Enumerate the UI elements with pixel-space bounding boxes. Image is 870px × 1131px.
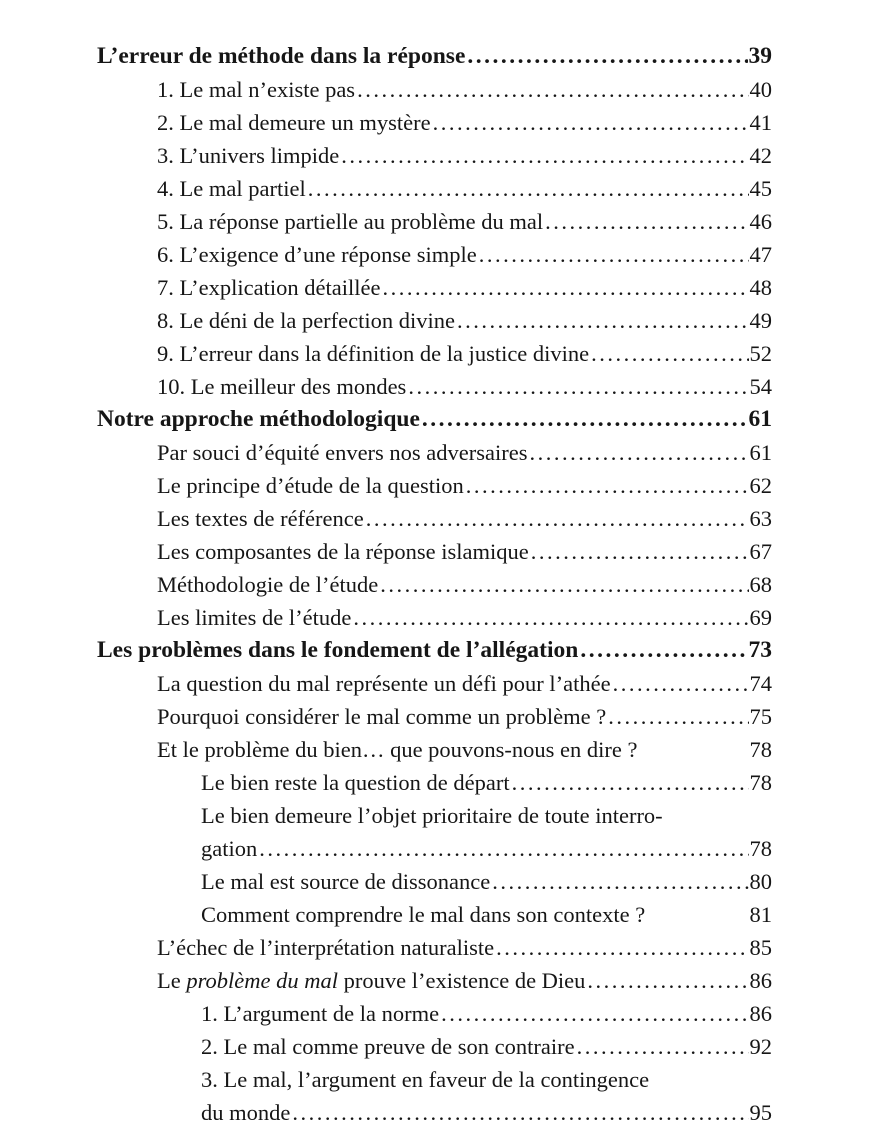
- toc-entry-title-part: Le bien demeure l’objet prioritaire de toute interro-: [201, 803, 663, 828]
- toc-entry: [97, 502, 772, 535]
- table-of-contents: [97, 40, 772, 1129]
- toc-entry-title: [157, 337, 589, 370]
- toc-entry-page-number: 61: [748, 406, 772, 432]
- toc-entry-title-part: 6. L’exigence d’une réponse simple: [157, 242, 477, 267]
- toc-entry-title-part: 1. Le mal n’existe pas: [157, 77, 356, 102]
- dot-leader: [357, 73, 748, 106]
- toc-entry-page-number: 80: [749, 869, 772, 894]
- toc-entry-page-number: 68: [749, 572, 772, 597]
- toc-entry-title: [157, 271, 380, 304]
- dot-leader: [353, 601, 748, 634]
- toc-entry-title-part: 1. L’argument de la norme: [201, 1001, 440, 1026]
- toc-entry: [97, 238, 772, 271]
- toc-entry-title-part: Méthodologie de l’étude: [157, 572, 379, 597]
- dot-leader: [408, 370, 748, 403]
- toc-entry-title: [157, 931, 494, 964]
- dot-leader: [530, 436, 749, 469]
- dot-leader: [587, 964, 748, 997]
- toc-entry: [97, 1063, 772, 1096]
- toc-entry: [97, 436, 772, 469]
- toc-entry-title: [157, 73, 355, 106]
- toc-entry-page-number: 62: [749, 473, 772, 498]
- toc-entry-title-part: gation: [201, 836, 258, 861]
- toc-entry-title-part: Pourquoi considérer le mal comme un problème ?: [157, 704, 607, 729]
- toc-entry-page-number: 75: [749, 704, 772, 729]
- toc-entry-title-italic-part: problème du mal: [186, 968, 339, 993]
- dot-leader: [479, 238, 749, 271]
- toc-entry-title-part: Le: [157, 968, 187, 993]
- toc-entry: [97, 634, 772, 667]
- toc-entry-title-part: Les limites de l’étude: [157, 605, 352, 630]
- dot-leader: [366, 502, 749, 535]
- toc-entry: [97, 1096, 772, 1129]
- toc-entry-page-number: 69: [749, 605, 772, 630]
- toc-entry-title-part: 3. L’univers limpide: [157, 143, 340, 168]
- toc-entry-title-part: Par souci d’équité envers nos adversaires: [157, 440, 528, 465]
- dot-leader: [341, 139, 748, 172]
- toc-entry-title: [157, 700, 606, 733]
- toc-entry-title: [157, 139, 339, 172]
- toc-entry-title: [97, 403, 420, 436]
- toc-entry-title: [157, 238, 477, 271]
- dot-leader: [608, 700, 748, 733]
- toc-entry-title-part: Comment comprendre le mal dans son contexte ?: [201, 902, 646, 927]
- toc-entry: [97, 733, 772, 766]
- toc-entry: [97, 370, 772, 403]
- toc-entry: [97, 832, 772, 865]
- toc-entry-title: [97, 40, 465, 73]
- toc-entry-title-part: du monde: [201, 1100, 291, 1125]
- toc-entry: [97, 205, 772, 238]
- toc-entry-page-number: 63: [749, 506, 772, 531]
- toc-entry-title-part: La question du mal représente un défi pour l’athée: [157, 671, 611, 696]
- toc-entry: [97, 898, 772, 931]
- toc-entry-page-number: 81: [749, 902, 772, 927]
- toc-entry-page-number: 49: [749, 308, 772, 333]
- toc-entry-page-number: 78: [749, 737, 772, 762]
- dot-leader: [577, 1030, 749, 1063]
- dot-leader: [492, 865, 748, 898]
- toc-entry-title-part: Le mal est source de dissonance: [201, 869, 491, 894]
- toc-entry-title: [157, 172, 306, 205]
- toc-entry-title-part: L’erreur de méthode dans la réponse: [97, 43, 466, 69]
- dot-leader: [441, 997, 748, 1030]
- toc-entry-page-number: 41: [749, 110, 772, 135]
- toc-entry-title: [201, 832, 257, 865]
- toc-entry-page-number: 73: [748, 637, 772, 663]
- dot-leader: [613, 667, 749, 700]
- toc-entry: [97, 601, 772, 634]
- toc-entry: [97, 700, 772, 733]
- toc-entry-title-part: Notre approche méthodologique: [97, 406, 420, 432]
- toc-entry-title: [201, 766, 510, 799]
- toc-entry: [97, 931, 772, 964]
- dot-leader: [292, 1096, 748, 1129]
- toc-entry-title: [157, 964, 585, 997]
- toc-entry-title-part: 5. La réponse partielle au problème du mal: [157, 209, 544, 234]
- toc-entry-title: [157, 106, 431, 139]
- toc-entry-title: [157, 601, 351, 634]
- toc-entry: [97, 535, 772, 568]
- toc-entry-page-number: 92: [749, 1034, 772, 1059]
- toc-entry: [97, 106, 772, 139]
- toc-entry: [97, 568, 772, 601]
- toc-entry: [97, 865, 772, 898]
- toc-entry-title: [97, 634, 578, 667]
- toc-entry-title: [157, 304, 455, 337]
- toc-entry: [97, 271, 772, 304]
- toc-entry-page-number: 54: [749, 374, 772, 399]
- toc-entry-page-number: 85: [749, 935, 772, 960]
- toc-entry-title: [157, 205, 543, 238]
- toc-entry: [97, 40, 772, 73]
- toc-entry-page-number: 61: [749, 440, 772, 465]
- dot-leader: [545, 205, 748, 238]
- toc-entry-title: [157, 370, 406, 403]
- toc-entry-title: [201, 1096, 290, 1129]
- toc-entry: [97, 964, 772, 997]
- toc-entry-page-number: 47: [749, 242, 772, 267]
- toc-entry: [97, 73, 772, 106]
- toc-entry-title-part: 10. Le meilleur des mondes: [157, 374, 407, 399]
- toc-entry-title: [157, 535, 529, 568]
- toc-entry-title: [201, 1030, 575, 1063]
- toc-entry-page-number: 39: [748, 43, 772, 69]
- toc-entry-title-part: Les composantes de la réponse islamique: [157, 539, 529, 564]
- toc-entry: [97, 469, 772, 502]
- toc-entry-title-part: prouve l’existence de Dieu: [338, 968, 586, 993]
- toc-entry-title: [201, 1063, 649, 1096]
- toc-entry-page-number: 52: [749, 341, 772, 366]
- toc-entry-page-number: 45: [749, 176, 772, 201]
- toc-entry-title: [157, 667, 611, 700]
- toc-entry-title: [157, 568, 378, 601]
- toc-entry-title-part: Et le problème du bien… que pouvons-nous en dire ?: [157, 737, 638, 762]
- toc-entry-title-part: 4. Le mal partiel: [157, 176, 306, 201]
- toc-entry-title: [201, 799, 663, 832]
- toc-entry-page-number: 48: [749, 275, 772, 300]
- toc-entry-page-number: 46: [749, 209, 772, 234]
- toc-entry: [97, 337, 772, 370]
- toc-entry-title-part: 8. Le déni de la perfection divine: [157, 308, 456, 333]
- toc-entry-title: [201, 865, 490, 898]
- dot-leader: [467, 40, 747, 73]
- dot-leader: [382, 271, 748, 304]
- toc-entry-title: [157, 733, 638, 766]
- toc-entry: [97, 799, 772, 832]
- dot-leader: [531, 535, 749, 568]
- toc-entry: [97, 403, 772, 436]
- dot-leader: [457, 304, 748, 337]
- toc-entry-page-number: 78: [749, 770, 772, 795]
- dot-leader: [433, 106, 749, 139]
- dot-leader: [422, 403, 748, 436]
- toc-entry-page-number: 67: [749, 539, 772, 564]
- dot-leader: [591, 337, 748, 370]
- toc-entry: [97, 139, 772, 172]
- toc-entry-title-part: 3. Le mal, l’argument en faveur de la contingence: [201, 1067, 650, 1092]
- dot-leader: [259, 832, 748, 865]
- toc-entry-page-number: 74: [749, 671, 772, 696]
- dot-leader: [308, 172, 749, 205]
- toc-entry: [97, 667, 772, 700]
- toc-entry: [97, 1030, 772, 1063]
- toc-entry: [97, 172, 772, 205]
- toc-entry-title-part: Le bien reste la question de départ: [201, 770, 510, 795]
- toc-entry-title-part: 2. Le mal comme preuve de son contraire: [201, 1034, 575, 1059]
- dot-leader: [466, 469, 749, 502]
- dot-leader: [380, 568, 748, 601]
- toc-entry: [97, 304, 772, 337]
- toc-entry-title: [201, 898, 645, 931]
- toc-entry-title-part: 9. L’erreur dans la définition de la justice divine: [157, 341, 590, 366]
- toc-entry-title: [157, 502, 364, 535]
- toc-entry-title-part: 2. Le mal demeure un mystère: [157, 110, 431, 135]
- toc-entry-title: [157, 469, 464, 502]
- dot-leader: [580, 634, 747, 667]
- toc-entry: [97, 766, 772, 799]
- toc-entry-title-part: Les textes de référence: [157, 506, 364, 531]
- toc-entry-page-number: 42: [749, 143, 772, 168]
- toc-entry-page-number: 86: [749, 1001, 772, 1026]
- toc-entry-page-number: 78: [749, 836, 772, 861]
- toc-entry-page-number: 86: [749, 968, 772, 993]
- dot-leader: [496, 931, 748, 964]
- toc-entry-page-number: 40: [749, 77, 772, 102]
- toc-entry-title-part: L’échec de l’interprétation naturaliste: [157, 935, 495, 960]
- toc-entry-title: [201, 997, 439, 1030]
- toc-entry-title-part: Les problèmes dans le fondement de l’allégation: [97, 637, 579, 663]
- toc-entry-title-part: 7. L’explication détaillée: [157, 275, 381, 300]
- toc-entry: [97, 997, 772, 1030]
- toc-entry-page-number: 95: [749, 1100, 772, 1125]
- dot-leader: [512, 766, 749, 799]
- toc-entry-title: [157, 436, 528, 469]
- toc-entry-title-part: Le principe d’étude de la question: [157, 473, 464, 498]
